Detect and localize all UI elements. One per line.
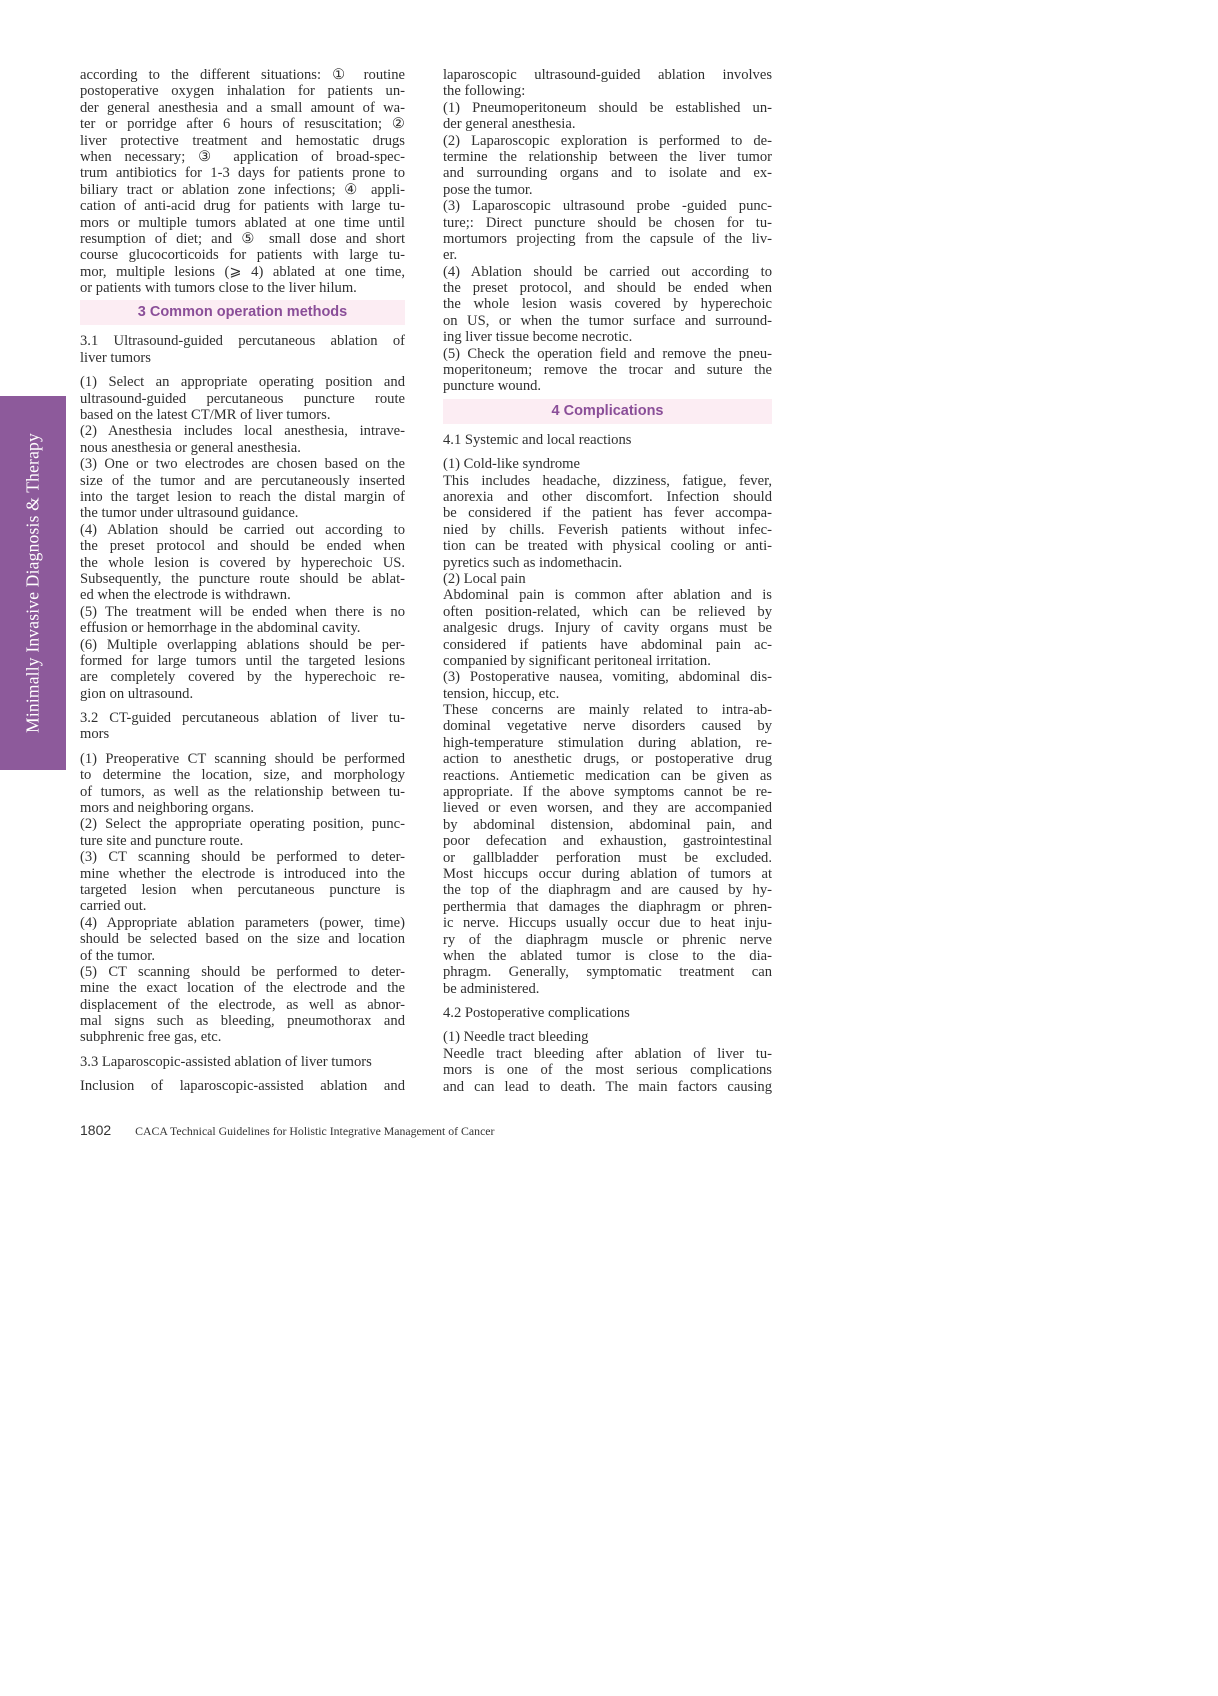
text-line: anorexia and other discomfort. Infection should (443, 488, 772, 505)
paragraph (443, 587, 772, 669)
text-line: (5) The treatment will be ended when there is no (80, 603, 405, 620)
text-line: the whole lesion wasis covered by hyperechoic (443, 296, 772, 313)
text-line: or patients with tumors close to the liver hilum. (80, 280, 357, 297)
paragraph (443, 1046, 772, 1095)
text-line: moperitoneum; remove the trocar and suture the (443, 362, 772, 379)
text-line: size of the tumor and are percutaneously inserted (80, 472, 405, 489)
text-line: ture site and puncture route. (80, 832, 244, 849)
paragraph (80, 456, 405, 522)
text-line: mors (80, 726, 110, 743)
text-line: the top of the diaphragm and are caused by hy- (443, 882, 772, 899)
text-line: the preset protocol, and should be ended when (443, 280, 772, 297)
text-line: Abdominal pain is common after ablation and is (443, 587, 772, 604)
text-line: Most hiccups occur during ablation of tumors at (443, 865, 772, 882)
text-line: perthermia that damages the diaphragm or phren- (443, 898, 772, 915)
subsection-heading (80, 333, 405, 366)
text-line: based on the latest CT/MR of liver tumors. (80, 407, 331, 424)
text-line: cation of anti-acid drug for patients with large tu- (80, 198, 405, 215)
text-line: 3.2 CT-guided percutaneous ablation of liver tu- (80, 710, 405, 727)
text-line: 3.3 Laparoscopic-assisted ablation of liver tumors (80, 1053, 372, 1070)
text-line: by abdominal distension, abdominal pain, and (443, 816, 772, 833)
text-line: Subsequently, the puncture route should be ablat- (80, 570, 405, 587)
text-line: course glucocorticoids for patients with large tu- (80, 247, 405, 264)
text-line: mor, multiple lesions (⩾ 4) ablated at one time, (80, 263, 405, 280)
text-line: (1) Select an appropriate operating position and (80, 374, 405, 391)
text-line: phragm. Generally, symptomatic treatment can (443, 964, 772, 981)
page-footer (80, 1122, 494, 1140)
text-line: on US, or when the tumor surface and surround- (443, 312, 772, 329)
section-heading (443, 399, 772, 424)
subsection-heading (443, 1005, 772, 1021)
text-line: carried out. (80, 898, 147, 915)
text-line: (1) Preoperative CT scanning should be performed (80, 750, 405, 767)
text-line: resumption of diet; and ⑤ small dose and short (80, 230, 405, 247)
text-line: mal signs such as bleeding, pneumothorax and (80, 1013, 405, 1030)
text-line: dominal vegetative nerve disorders caused by (443, 718, 772, 735)
text-column-left (80, 67, 405, 1095)
text-line: or gallbladder perforation must be excluded. (443, 849, 772, 866)
paragraph (80, 637, 405, 703)
paragraph (443, 133, 772, 199)
subsection-heading (443, 432, 772, 448)
text-line: when the ablated tumor is close to the dia- (443, 947, 772, 964)
text-line: into the target lesion to reach the distal margin of (80, 488, 405, 505)
paragraph (80, 522, 405, 604)
text-line: (2) Local pain (443, 570, 526, 587)
text-line: ultrasound-guided percutaneous puncture route (80, 390, 405, 407)
text-line: ry of the diaphragm muscle or phrenic nerve (443, 931, 772, 948)
text-line: der general anesthesia. (443, 116, 576, 133)
text-line: the following: (443, 83, 526, 100)
text-line: Needle tract bleeding after ablation of liver tu- (443, 1045, 772, 1062)
text-line: the tumor under ultrasound guidance. (80, 505, 299, 522)
text-line: should be selected based on the size and location (80, 931, 405, 948)
text-line: when necessary; ③ application of broad-spec- (80, 148, 405, 165)
text-line: formed for large tumors until the targeted lesions (80, 652, 405, 669)
text-line: high-temperature stimulation during ablation, re- (443, 734, 772, 751)
text-line: (4) Ablation should be carried out according to (443, 263, 772, 280)
text-line: reactions. Antiemetic medication can be given as (443, 767, 772, 784)
section-side-tab (0, 396, 66, 770)
text-line: postoperative oxygen inhalation for patients un- (80, 83, 405, 100)
text-line: pyretics such as indomethacin. (443, 554, 623, 571)
text-line: be considered if the patient has fever accompa- (443, 505, 772, 522)
text-line: mortumors projecting from the capsule of the liv- (443, 230, 772, 247)
text-line: der general anesthesia and a small amount of wa- (80, 99, 405, 116)
text-line: nous anesthesia or general anesthesia. (80, 439, 301, 456)
text-line: tion can be treated with physical cooling or anti- (443, 538, 772, 555)
text-line: (5) CT scanning should be performed to deter- (80, 963, 405, 980)
text-line: This includes headache, dizziness, fatigue, fever, (443, 472, 772, 489)
text-line: ic nerve. Hiccups usually occur due to heat inju- (443, 915, 772, 932)
section-heading (80, 300, 405, 325)
text-line: (3) One or two electrodes are chosen based on the (80, 456, 405, 473)
text-line: mors or multiple tumors ablated at one time until (80, 214, 405, 231)
subsection-heading (80, 710, 405, 743)
text-line: liver protective treatment and hemostatic drugs (80, 132, 405, 149)
text-line: (2) Select the appropriate operating position, punc- (80, 816, 405, 833)
text-line: and surrounding organs and to isolate and ex- (443, 165, 772, 182)
text-line: 3 Common operation methods (137, 304, 348, 321)
paragraph (443, 264, 772, 346)
text-line: companied by significant peritoneal irritation. (443, 652, 711, 669)
text-line: are completely covered by the hyperechoic re- (80, 669, 405, 686)
text-line: nied by chills. Feverish patients without infec- (443, 521, 772, 538)
paragraph (80, 1078, 405, 1094)
text-column-right (443, 67, 772, 1095)
paragraph (443, 67, 772, 100)
text-line: mine the exact location of the electrode and the (80, 980, 405, 997)
text-line: displacement of the electrode, as well as abnor- (80, 996, 405, 1013)
text-line: according to the different situations: ① routine (80, 67, 405, 83)
text-line: lieved or even worsen, and they are accompanied (443, 800, 772, 817)
text-line: effusion or hemorrhage in the abdominal cavity. (80, 620, 361, 637)
text-line: action to anesthetic drugs, or postoperative drug (443, 751, 772, 768)
text-line: analgesic drugs. Injury of cavity organs must be (443, 620, 772, 637)
text-line: These concerns are mainly related to intra-ab- (443, 702, 772, 719)
text-line: and can lead to death. The main factors causing (443, 1078, 772, 1095)
running-title: CACA Technical Guidelines for Holistic Integrative Management of Cancer (135, 1124, 495, 1138)
paragraph (80, 816, 405, 849)
text-line: (5) Check the operation field and remove the pneu- (443, 345, 772, 362)
text-line: subphrenic free gas, etc. (80, 1029, 222, 1046)
text-line: (3) Postoperative nausea, vomiting, abdominal dis- (443, 669, 772, 686)
side-tab-label: Minimally Invasive Diagnosis & Therapy (22, 433, 43, 733)
paragraph (443, 669, 772, 702)
text-line: Inclusion of laparoscopic-assisted ablation and (80, 1078, 405, 1095)
text-line: puncture wound. (443, 378, 542, 395)
text-line: (1) Pneumoperitoneum should be established un- (443, 99, 772, 116)
paragraph (80, 423, 405, 456)
paragraph (443, 198, 772, 264)
paragraph (80, 604, 405, 637)
text-line: poor defecation and exhaustion, gastrointestinal (443, 833, 772, 850)
page-number: 1802 (80, 1122, 112, 1138)
text-line: appropriate. If the above symptoms cannot be re- (443, 784, 772, 801)
paragraph (80, 374, 405, 423)
paragraph (443, 1029, 772, 1045)
text-line: gion on ultrasound. (80, 685, 194, 702)
paragraph (443, 456, 772, 472)
text-line: mors is one of the most serious complications (443, 1062, 772, 1079)
paragraph (443, 702, 772, 997)
text-line: termine the relationship between the liver tumor (443, 148, 772, 165)
paragraph (80, 67, 405, 296)
text-line: (3) CT scanning should be performed to deter- (80, 849, 405, 866)
text-line: ing liver tissue become necrotic. (443, 329, 633, 346)
text-line: (1) Cold-like syndrome (443, 456, 580, 473)
text-line: ed when the electrode is withdrawn. (80, 587, 291, 604)
paragraph (443, 346, 772, 395)
text-line: targeted lesion when percutaneous puncture is (80, 881, 405, 898)
text-line: tension, hiccup, etc. (443, 685, 560, 702)
text-line: pose the tumor. (443, 181, 533, 198)
text-line: (2) Anesthesia includes local anesthesia, intrave- (80, 423, 405, 440)
paragraph (443, 571, 772, 587)
paragraph (80, 849, 405, 915)
text-line: er. (443, 247, 458, 264)
text-line: mors and neighboring organs. (80, 800, 255, 817)
text-line: laparoscopic ultrasound-guided ablation involves (443, 67, 772, 83)
text-line: trum antibiotics for 1-3 days for patients prone to (80, 165, 405, 182)
text-line: 4.2 Postoperative complications (443, 1005, 630, 1022)
text-line: biliary tract or ablation zone infections; ④ appli- (80, 181, 405, 198)
paragraph (80, 751, 405, 817)
paragraph (80, 964, 405, 1046)
text-line: the preset protocol and should be ended when (80, 538, 405, 555)
text-line: 3.1 Ultrasound-guided percutaneous ablation of (80, 333, 405, 350)
subsection-heading (80, 1054, 405, 1070)
text-line: (4) Ablation should be carried out according to (80, 521, 405, 538)
text-line: the whole lesion is covered by hyperechoic US. (80, 554, 405, 571)
text-line: (1) Needle tract bleeding (443, 1029, 589, 1046)
text-line: of tumors, as well as the relationship between tu- (80, 783, 405, 800)
text-line: 4 Complications (551, 402, 664, 419)
text-line: (6) Multiple overlapping ablations should be per- (80, 636, 405, 653)
text-line: ter or porridge after 6 hours of resuscitation; ② (80, 116, 405, 133)
text-line: (2) Laparoscopic exploration is performed to de- (443, 132, 772, 149)
text-line: 4.1 Systemic and local reactions (443, 431, 632, 448)
text-line: (3) Laparoscopic ultrasound probe -guided punc- (443, 198, 772, 215)
text-line: of the tumor. (80, 947, 155, 964)
text-line: to determine the location, size, and morphology (80, 767, 405, 784)
text-line: considered if patients have abdominal pain ac- (443, 636, 772, 653)
text-line: often position-related, which can be relieved by (443, 603, 772, 620)
text-line: liver tumors (80, 349, 151, 366)
paragraph (443, 100, 772, 133)
paragraph (80, 915, 405, 964)
text-line: ture;: Direct puncture should be chosen for tu- (443, 214, 772, 231)
text-line: mine whether the electrode is introduced into the (80, 865, 405, 882)
text-line: (4) Appropriate ablation parameters (power, time) (80, 914, 405, 931)
text-line: be administered. (443, 980, 540, 997)
paragraph (443, 473, 772, 571)
